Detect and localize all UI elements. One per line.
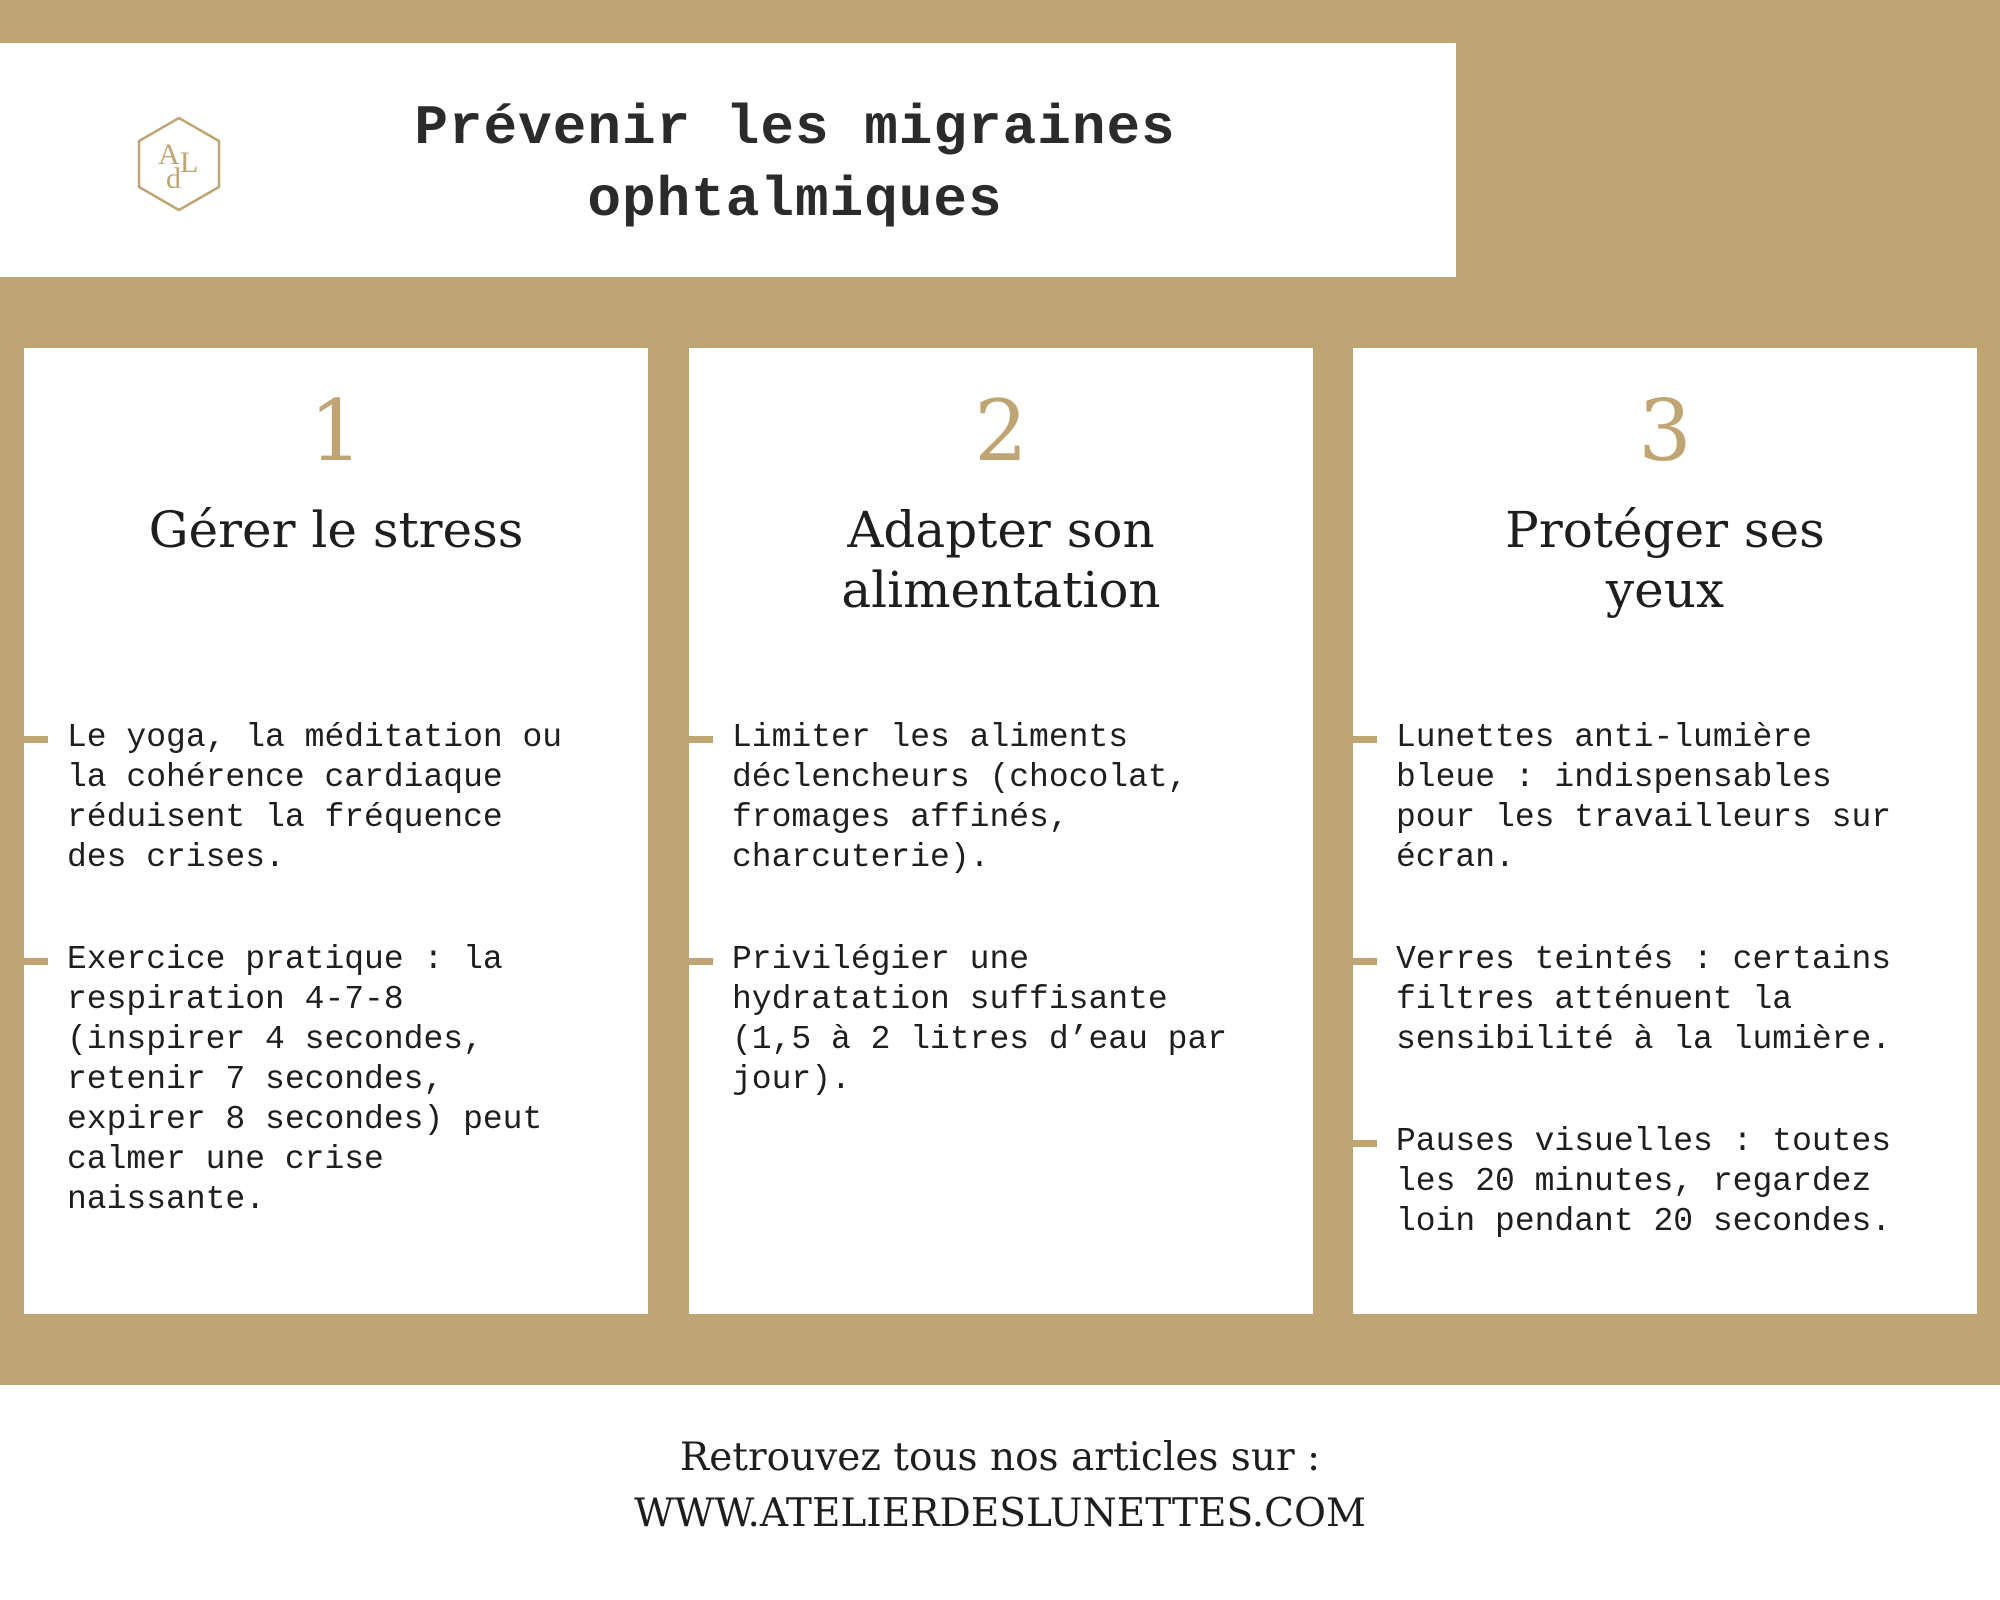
list-item <box>689 940 1313 1100</box>
bullet-dash-icon <box>1353 958 1377 965</box>
card-list <box>689 718 1313 1162</box>
tip-card-2 <box>689 348 1313 1314</box>
list-item <box>689 718 1313 878</box>
list-item-text: Pauses visuelles : toutes les 20 minutes, regardez loin pendant 20 secondes. <box>1396 1123 1892 1240</box>
list-item <box>1353 718 1977 878</box>
bullet-dash-icon <box>24 736 48 743</box>
bullet-dash-icon <box>1353 736 1377 743</box>
list-item-text: Verres teintés : certains filtres atténuent la sensibilité à la lumière. <box>1396 941 1892 1058</box>
card-list <box>1353 718 1977 1304</box>
bullet-dash-icon <box>689 958 713 965</box>
card-number: 2 <box>974 382 1028 480</box>
list-item <box>24 940 648 1220</box>
bullet-dash-icon <box>689 736 713 743</box>
bullet-dash-icon <box>24 958 48 965</box>
list-item-text: Lunettes anti-lumière bleue : indispensables pour les travailleurs sur écran. <box>1396 719 1892 876</box>
bullet-dash-icon <box>1353 1140 1377 1147</box>
svg-text:L: L <box>180 146 199 179</box>
hexagon-monogram-logo <box>136 116 222 212</box>
card-heading: Adapter son alimentation <box>841 501 1161 619</box>
tip-card-3 <box>1353 348 1977 1314</box>
card-heading: Protéger ses yeux <box>1505 501 1825 619</box>
list-item-text: Limiter les aliments déclencheurs (chocolat, fromages affinés, charcuterie). <box>732 719 1188 876</box>
website-link[interactable]: WWW.ATELIERDESLUNETTES.COM <box>634 1491 1366 1536</box>
card-heading: Gérer le stress <box>148 501 524 559</box>
svg-text:A: A <box>158 138 180 171</box>
list-item <box>1353 1122 1977 1242</box>
page-title: Prévenir les migraines ophtalmiques <box>414 96 1176 232</box>
list-item-text: Le yoga, la méditation ou la cohérence cardiaque réduisent la fréquence des crises. <box>67 719 563 876</box>
svg-text:d: d <box>166 162 181 195</box>
footer-caption: Retrouvez tous nos articles sur : <box>679 1435 1321 1480</box>
list-item-text: Exercice pratique : la respiration 4-7-8 (inspirer 4 secondes, retenir 7 secondes, expirer 8 secondes) peut calmer une crise naissante. <box>67 941 543 1218</box>
card-list <box>24 718 648 1282</box>
footer <box>0 1430 2000 1542</box>
tip-card-1 <box>24 348 648 1314</box>
card-number: 1 <box>309 382 363 480</box>
card-number: 3 <box>1638 382 1692 480</box>
list-item-text: Privilégier une hydratation suffisante (1,5 à 2 litres d’eau par jour). <box>732 941 1228 1098</box>
list-item <box>24 718 648 878</box>
list-item <box>1353 940 1977 1060</box>
